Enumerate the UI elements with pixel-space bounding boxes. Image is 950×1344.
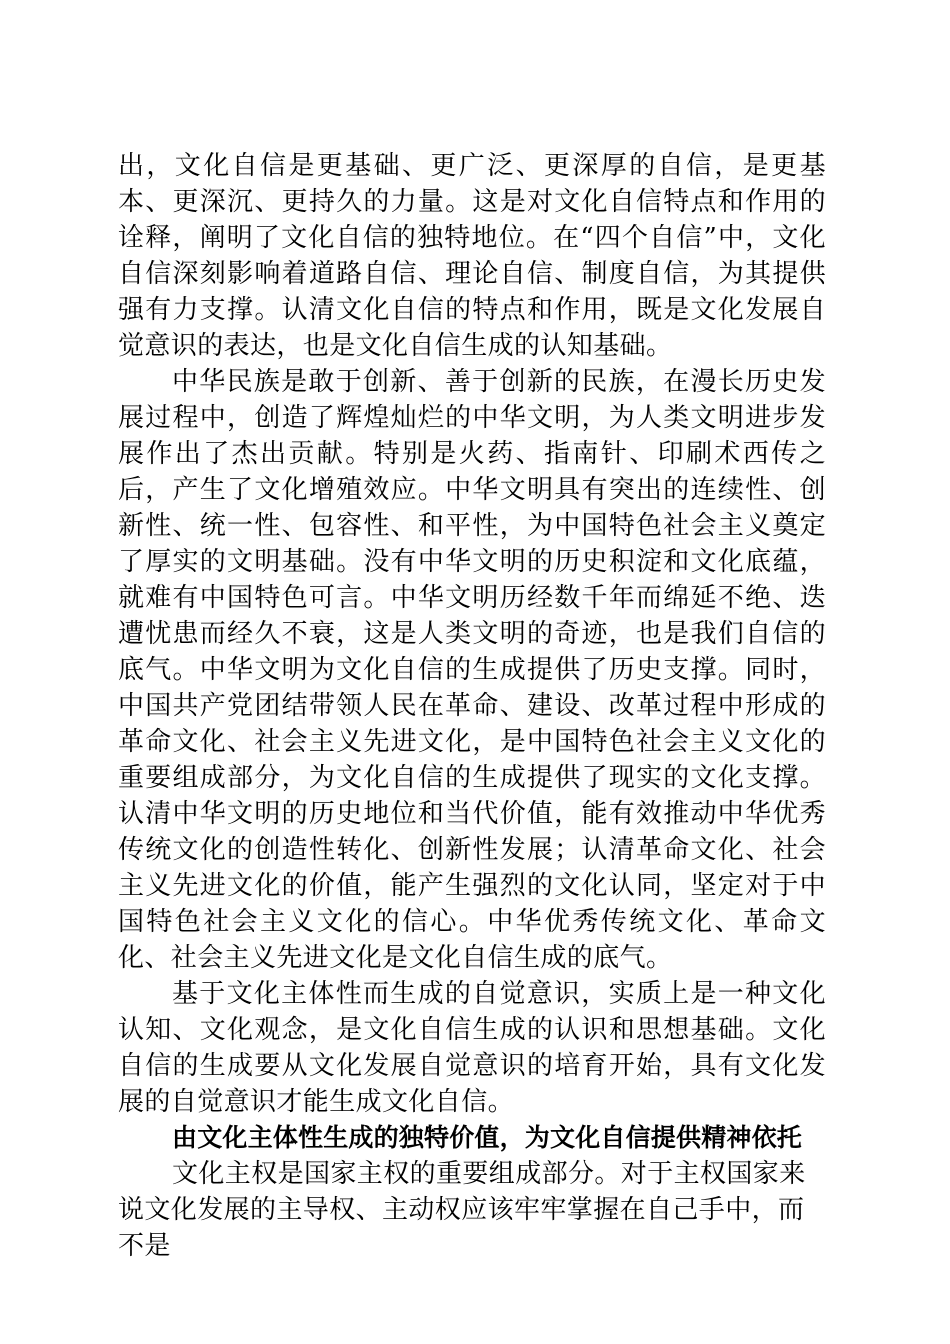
section-heading: 由文化主体性生成的独特价值，为文化自信提供精神依托 [172, 1123, 803, 1152]
paragraph-cultural-awareness: 基于文化主体性而生成的自觉意识，实质上是一种文化认知、文化观念，是文化自信生成的认识和思想基础。文化自信的生成要从文化发展自觉意识的培育开始，具有文化发展的自觉意识才能生成文化自信。 [118, 979, 826, 1117]
paragraph-chinese-civilization: 中华民族是敢于创新、善于创新的民族，在漫长历史发展过程中，创造了辉煌灿烂的中华文明，为人类文明进步发展作出了杰出贡献。特别是火药、指南针、印刷术西传之后，产生了文化增殖效应。中华文明具有突出的连续性、创新性、统一性、包容性、和平性，为中国特色社会主义奠定了厚实的文明基础。没有中华文明的历史积淀和文化底蕴，就难有中国特色可言。中华文明历经数千年而绵延不绝、迭遭忧患而经久不衰，这是人类文明的奇迹，也是我们自信的底气。中华文明为文化自信的生成提供了历史支撑。同时，中国共产党团结带领人民在革命、建设、改革过程中形成的革命文化、社会主义先进文化，是中国特色社会主义文化的重要组成部分，为文化自信的生成提供了现实的文化支撑。认清中华文明的历史地位和当代价值，能有效推动中华优秀传统文化的创造性转化、创新性发展；认清革命文化、社会主义先进文化的价值，能产生强烈的文化认同，坚定对于中国特色社会主义文化的信心。中华优秀传统文化、革命文化、社会主义先进文化是文化自信生成的底气。 [118, 367, 826, 973]
document-body [118, 148, 826, 1264]
paragraph-cultural-sovereignty: 文化主权是国家主权的重要组成部分。对于主权国家来说文化发展的主导权、主动权应该牢牢掌握在自己手中，而不是 [118, 1159, 806, 1261]
paragraph-continued: 出，文化自信是更基础、更广泛、更深厚的自信，是更基本、更深沉、更持久的力量。这是对文化自信特点和作用的诠释，阐明了文化自信的独特地位。在“四个自信”中，文化自信深刻影响着道路自信、理论自信、制度自信，为其提供强有力支撑。认清文化自信的特点和作用，既是文化发展自觉意识的表达，也是文化自信生成的认知基础。 [118, 151, 826, 361]
